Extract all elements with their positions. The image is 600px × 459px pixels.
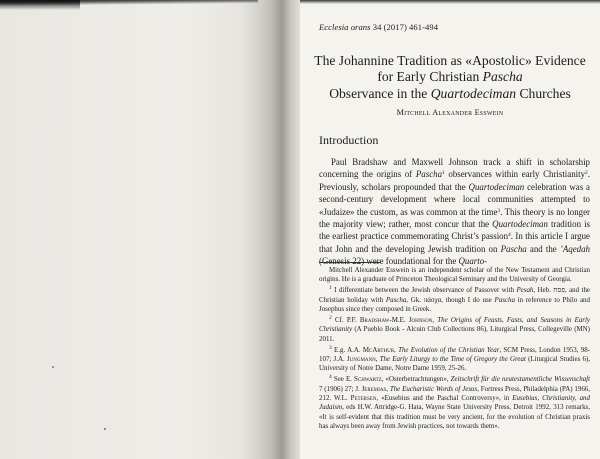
blank-left-page bbox=[0, 0, 262, 459]
note-italic: Eusebius, Christianity, and Judaism bbox=[319, 393, 590, 412]
footnote-number: 3 bbox=[329, 344, 332, 351]
note-author: Jungmann bbox=[346, 354, 376, 363]
note-run: Cf. P.F. bbox=[334, 315, 360, 324]
footnote-ref[interactable]: 2 bbox=[585, 170, 588, 177]
body-run: celebration was a second-century development where local communities attempted to «Judaize» the custom, as was common at the time bbox=[319, 181, 590, 217]
note-italic: The Evolution of the Christian Year bbox=[398, 345, 500, 354]
body-italic: Quarto- bbox=[458, 256, 488, 267]
footnote-4 bbox=[319, 375, 590, 431]
note-run: , bbox=[432, 315, 438, 324]
note-author: McArthur bbox=[362, 345, 395, 354]
note-author: Schwartz bbox=[354, 375, 382, 384]
note-italic: The Early Liturgy to the Time of Gregory the Great bbox=[379, 354, 526, 363]
footnote-3 bbox=[319, 346, 590, 374]
note-run: 7 (1906) 27; J. bbox=[319, 384, 362, 393]
body-italic: Quartodeciman bbox=[468, 181, 525, 192]
body-paragraph bbox=[319, 156, 590, 268]
journal-citation bbox=[319, 22, 438, 32]
footnote-number: 2 bbox=[329, 314, 332, 321]
title-text: The Johannine Tradition as «Apostolic» Evidence bbox=[314, 53, 586, 68]
note-italic: Pesah bbox=[516, 286, 534, 295]
note-run: , bbox=[375, 354, 380, 363]
body-run: tradition is the earliest practice commemorating Christ’s passion bbox=[319, 219, 590, 242]
note-author: Jeremias bbox=[361, 384, 387, 393]
note-run: , Heb. פסח, and the Christian holiday with bbox=[319, 286, 591, 304]
section-heading: Introduction bbox=[319, 133, 379, 147]
footnote-2 bbox=[319, 316, 590, 344]
title-text: for Early Christian bbox=[377, 69, 483, 84]
note-run: in reference to Philo and Josephus since they composed in Greek. bbox=[319, 295, 590, 313]
note-run: , «Eusebius and the Paschal Controversy», in bbox=[376, 393, 513, 402]
article-title-line-2 bbox=[306, 68, 594, 85]
note-run: , bbox=[394, 345, 399, 354]
note-run: I differentiate between the Jewish observance of Passover with bbox=[334, 286, 517, 295]
footnote-ref[interactable]: 4 bbox=[508, 232, 511, 239]
note-run: , bbox=[386, 384, 390, 393]
note-run: (A Pueblo Book - Alcuin Club Collections 86), Liturgical Press, Collegeville (MN) 2011. bbox=[319, 325, 590, 343]
note-italic: The Eucharistic Words of Jesus bbox=[389, 384, 478, 393]
title-text: Churches bbox=[516, 86, 571, 101]
note-run: (Liturgical Studies 6), University of Notre Dame, Notre Dame 1959, 25-26. bbox=[319, 354, 590, 373]
body-run: Paul Bradshaw and Maxwell Johnson track a shift in scholarship concerning the origins of bbox=[319, 157, 590, 180]
body-run: and the bbox=[526, 243, 560, 254]
footnote-number: 4 bbox=[329, 374, 332, 381]
body-run: . In this article I argue that John and the developing Jewish tradition on bbox=[319, 231, 590, 254]
article-author: Mitchell Alexander Esswein bbox=[396, 108, 504, 117]
footnote-ref[interactable]: 1 bbox=[442, 170, 445, 177]
author-footnote: Mitchell Alexander Esswein is an independent scholar of the New Testament and Christian origins. He is a graduate of Princeton Theological Seminary and the University of Georgia. bbox=[319, 266, 590, 284]
footnote-ref[interactable]: 3 bbox=[497, 207, 501, 214]
note-run: , Gk. πάσχα, though I do use bbox=[406, 295, 495, 304]
note-run: E.g. A.A. bbox=[334, 345, 363, 354]
body-italic: Pascha bbox=[415, 169, 443, 180]
scan-speck bbox=[104, 428, 106, 430]
body-italic: Pascha bbox=[500, 243, 527, 254]
body-run: observances within early Christianity bbox=[444, 169, 586, 180]
body-run: . This theory is no longer the majority view; rather, most concur that the bbox=[319, 206, 590, 230]
footnote-1 bbox=[319, 286, 590, 314]
corner-shadow bbox=[0, 0, 80, 10]
footnotes bbox=[319, 266, 590, 433]
body-italic: Quartodeciman bbox=[492, 219, 548, 230]
title-italic: Quartodeciman bbox=[430, 86, 517, 101]
footnote-divider bbox=[319, 262, 381, 263]
note-run: , «Osterbetrachtungen», bbox=[381, 375, 451, 384]
article-title-line-1 bbox=[306, 52, 594, 69]
journal-volume: 34 (2017) 461-494 bbox=[372, 22, 439, 32]
note-italic: Pascha bbox=[494, 295, 515, 304]
journal-name: Ecclesia orans bbox=[319, 22, 371, 32]
footnote-number: 1 bbox=[329, 285, 332, 292]
note-run: See E. bbox=[333, 375, 354, 384]
body-run: (Genesis 22) were foundational for the bbox=[319, 256, 459, 267]
title-text: Observance in the bbox=[329, 86, 431, 101]
book-gutter bbox=[258, 0, 304, 459]
note-run: , Fortress Press, Philadelphia (PA) 1966, 212. W.L. bbox=[319, 384, 590, 402]
note-author: Bradshaw-M.E. Johnson bbox=[359, 315, 433, 324]
body-italic: ’Aqedah bbox=[559, 243, 590, 254]
note-author: Petersen bbox=[350, 393, 377, 402]
note-italic: The Origins of Feasts, Fasts, and Seasons in Early Christianity bbox=[319, 315, 591, 334]
note-italic: Pascha bbox=[385, 295, 407, 304]
note-run: , eds H.W. Attridge-G. Hata, Wayne State University Press, Detroit 1992, 313 remarks, «It is self-evident that this tradition must be very ancient, for the evolution of Christian praxis has always been away from Jewish practices, not towards them». bbox=[319, 403, 590, 430]
body-run: . Previously, scholars propounded that the bbox=[319, 169, 590, 192]
top-edge-shadow bbox=[300, 0, 600, 4]
note-run: , SCM Press, London 1953, 98-107; J.A. bbox=[319, 345, 591, 363]
title-italic: Pascha bbox=[482, 69, 523, 84]
scan-speck bbox=[52, 366, 54, 368]
note-italic: Zeitschrift für die neutestamentliche Wissenschaft bbox=[450, 375, 590, 384]
body-text bbox=[319, 156, 590, 268]
article-title-line-3 bbox=[306, 85, 594, 102]
